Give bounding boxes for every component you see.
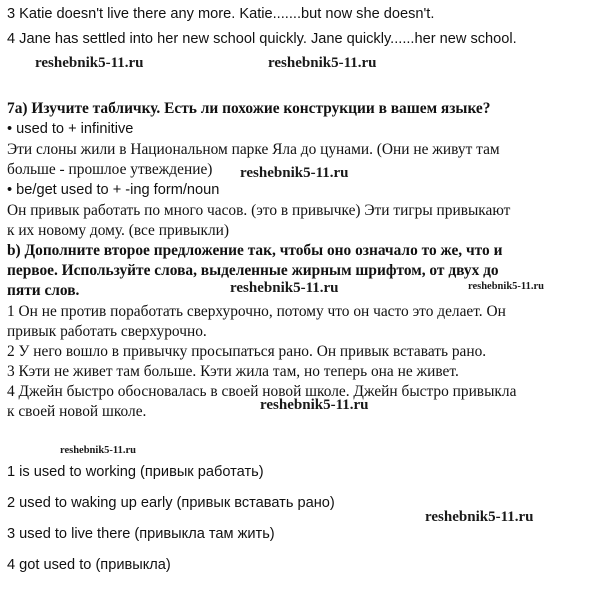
section-7b-heading-line: первое. Используйте слова, выделенные жирным шрифтом, от двух до: [7, 262, 499, 279]
watermark-text: reshebnik5-11.ru: [260, 397, 369, 413]
rule-example-line: Эти слоны жили в Национальном парке Яла до цунами. (Они не живут там: [7, 141, 500, 158]
exercise-item: 3 Katie doesn't live there any more. Katie.......but now she doesn't.: [7, 6, 435, 22]
watermark-text: reshebnik5-11.ru: [468, 281, 544, 292]
exercise-item-line: привык работать сверхурочно.: [7, 323, 207, 340]
exercise-item: 4 Jane has settled into her new school quickly. Jane quickly......her new school.: [7, 31, 517, 47]
section-7b-heading-line: b) Дополните второе предложение так, чтобы оно означало то же, что и: [7, 242, 503, 259]
exercise-item-line: к своей новой школе.: [7, 403, 147, 420]
exercise-item-line: 2 У него вошло в привычку просыпаться рано. Он привык вставать рано.: [7, 343, 487, 360]
exercise-item-line: 1 Он не против поработать сверхурочно, потому что он часто это делает. Он: [7, 303, 506, 320]
watermark-text: reshebnik5-11.ru: [240, 165, 349, 181]
exercise-item-line: 3 Кэти не живет там больше. Кэти жила там, но теперь она не живет.: [7, 363, 459, 380]
section-7a-heading: 7а) Изучите табличку. Есть ли похожие конструкции в вашем языке?: [7, 100, 491, 117]
rule-example-line: Он привык работать по много часов. (это в привычке) Эти тигры привыкают: [7, 202, 511, 219]
answer-item: 3 used to live there (привыкла там жить): [7, 526, 275, 542]
answer-item: 1 is used to working (привык работать): [7, 464, 264, 480]
answer-item: 2 used to waking up early (привык вставать рано): [7, 495, 335, 511]
answer-item: 4 got used to (привыкла): [7, 557, 171, 573]
watermark-text: reshebnik5-11.ru: [60, 445, 136, 456]
rule-example-line: к их новому дому. (все привыкли): [7, 222, 229, 239]
section-7b-heading-line: пяти слов.: [7, 282, 80, 299]
rule-be-get-used-to: • be/get used to + -ing form/noun: [7, 182, 220, 198]
watermark-text: reshebnik5-11.ru: [35, 55, 144, 71]
exercise-item-line: 4 Джейн быстро обосновалась в своей новой школе. Джейн быстро привыкла: [7, 383, 517, 400]
watermark-text: reshebnik5-11.ru: [268, 55, 377, 71]
watermark-text: reshebnik5-11.ru: [230, 280, 339, 296]
rule-example-line: больше - прошлое утвеждение): [7, 161, 213, 178]
watermark-text: reshebnik5-11.ru: [425, 509, 534, 525]
rule-used-to-infinitive: • used to + infinitive: [7, 121, 134, 137]
